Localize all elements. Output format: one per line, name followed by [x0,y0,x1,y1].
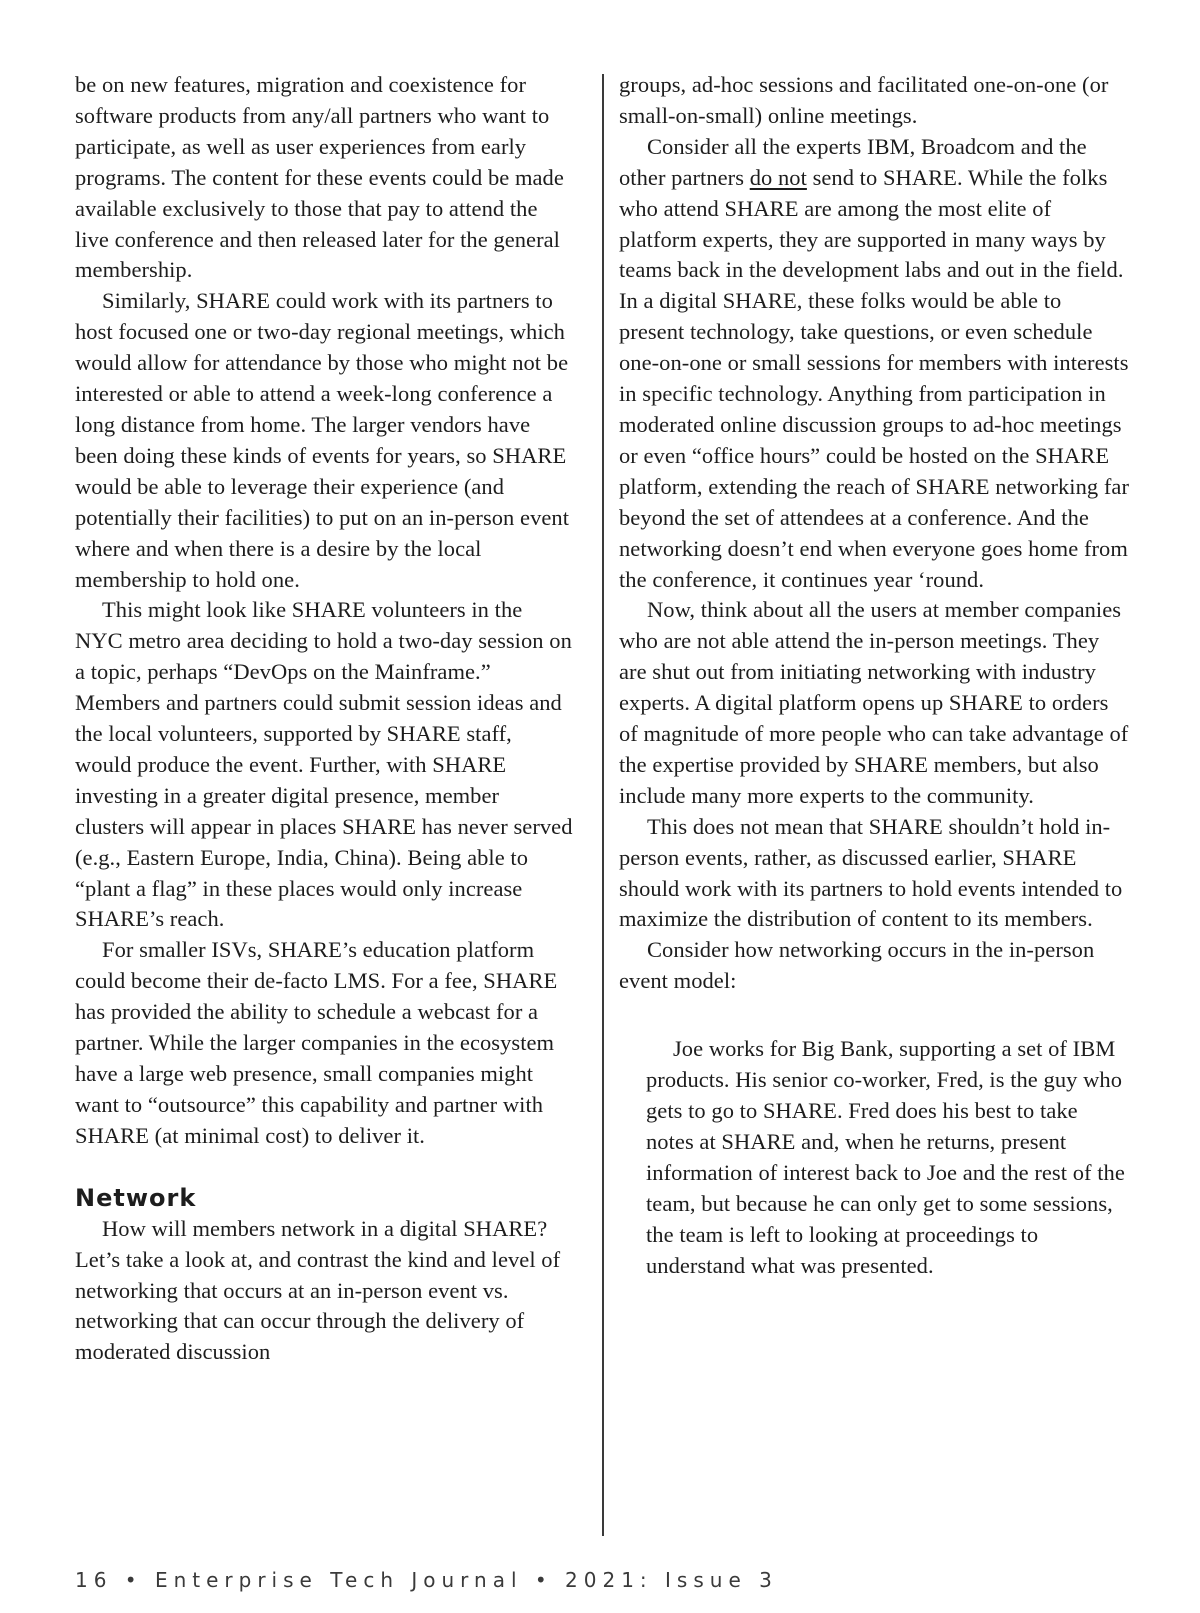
example-paragraph: Joe works for Big Bank, supporting a set of IBM products. His senior co-worker, Fred, is the guy who gets to go to SHARE. Fred does his best to take notes at SHARE and, when he returns, present information of interest back to Joe and the rest of the team, but because he can only get to some sessions, the team is left to looking at proceedings to understand what was presented. [646,1036,1125,1278]
paragraph-member-users: Now, think about all the users at member companies who are not able attend the in-person meetings. They are shut out from initiating networking with industry experts. A digital platform opens up SHARE to orders of magnitude of more people who can take advantage of the expertise provided by SHARE members, but also include many more experts to the community. [619,597,1129,808]
underlined-do-not: do not [749,164,807,190]
paragraph-network-intro: How will members network in a digital SHARE? Let’s take a look at, and contrast the kind and level of networking that occurs at an in-person event vs. networking that can occur through the delivery of moderated discussion [75,1215,561,1365]
example-block [619,1034,1129,1281]
paragraph-continued-right: groups, ad-hoc sessions and facilitated one-on-one (or small-on-small) online meetings. [619,72,1109,128]
paragraph-continued: be on new features, migration and coexistence for software products from any/all partners who want to participate, as well as user experiences from early programs. The content for these events could be made available exclusively to those that pay to attend the live conference and then released later for the general membership. [75,72,564,283]
column-divider [602,74,604,1536]
page-footer: 16 • Enterprise Tech Journal • 2021: Issue 3 [75,1568,778,1592]
left-column [75,70,573,1368]
paragraph-smaller-isvs: For smaller ISVs, SHARE’s education platform could become their de-facto LMS. For a fee, SHARE has provided the ability to schedule a webcast for a partner. While the larger companies in the ecosystem have a large web presence, small companies might want to “outsource” this capability and partner with SHARE (at minimal cost) to deliver it. [75,937,558,1148]
paragraph-in-person-events: This does not mean that SHARE shouldn’t hold in-person events, rather, as discussed earlier, SHARE should work with its partners to hold events intended to maximize the distribution of content to its members. [619,813,1123,932]
paragraph-experts [619,132,1129,596]
paragraph-regional-meetings: Similarly, SHARE could work with its partners to host focused one or two-day regional meetings, which would allow for attendance by those who might not be interested or able to attend a week-long conference a long distance from home. The larger vendors have been doing these kinds of events for years, so SHARE would be able to leverage their experience (and potentially their facilities) to put on an in-person event where and when there is a desire by the local membership to hold one. [75,288,570,592]
section-heading-network: Network [75,1183,197,1212]
experts-text-end: send to SHARE. While the folks who attend SHARE are among the most elite of platform experts, they are supported in many ways by teams back in the development labs and out in the field. In a digital SHARE, these folks would be able to present technology, take questions, or even schedule one-on-one or small sessions for members with interests in specific technology. Anything from participation in moderated online discussion groups to ad-hoc meetings or even “office hours” could be hosted on the SHARE platform, extending the reach of SHARE networking far beyond the set of attendees at a conference. And the networking doesn’t end when everyone goes home from the conference, it continues year ‘round. [619,164,1129,592]
right-column [619,70,1129,1281]
paragraph-networking-model: Consider how networking occurs in the in-person event model: [619,937,1095,994]
paragraph-nyc-example: This might look like SHARE volunteers in the NYC metro area deciding to hold a two-day session on a topic, perhaps “DevOps on the Mainframe.” Members and partners could submit session ideas and the local volunteers, supported by SHARE staff, would produce the event. Further, with SHARE investing in a greater digital presence, member clusters will appear in places SHARE has never served (e.g., Eastern Europe, India, China). Being able to “plant a flag” in these places would only increase SHARE’s reach. [75,597,573,932]
experts-text-start: Consider all the experts IBM, Broadcom and the other partners [619,133,1087,190]
